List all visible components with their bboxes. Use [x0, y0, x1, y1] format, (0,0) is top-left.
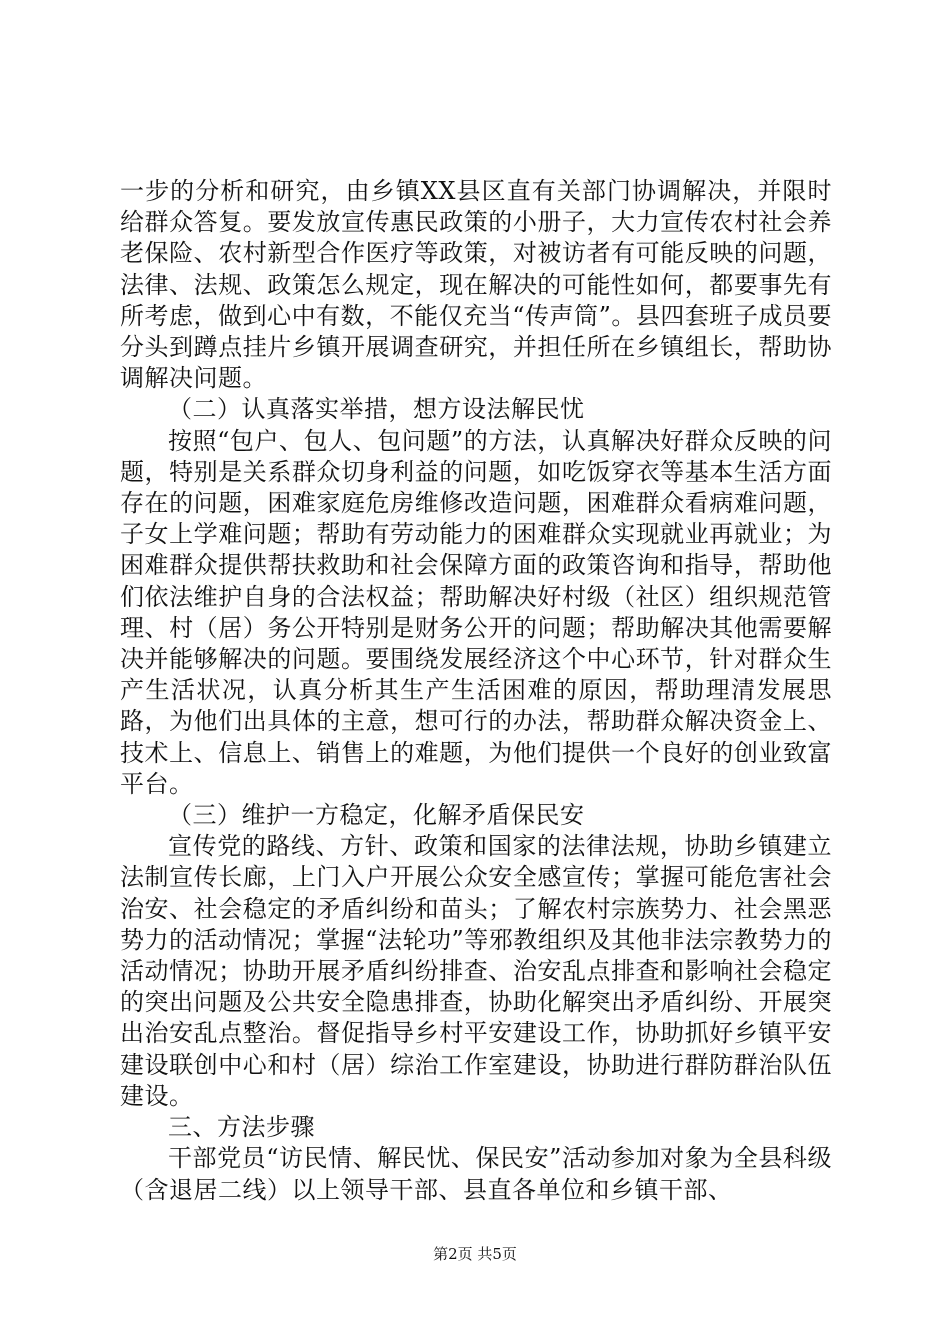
- paragraph-measures: 按照“包户、包人、包问题”的方法，认真解决好群众反映的问题，特别是关系群众切身利益的问题，如吃饭穿衣等基本生活方面存在的问题，困难家庭危房维修改造问题，困难群众看病难问题，子女上学难问题；帮助有劳动能力的困难群众实现就业再就业；为困难群众提供帮扶救助和社会保障方面的政策咨询和指导，帮助他们依法维护自身的合法权益；帮助解决好村级（社区）组织规范管理、村（居）务公开特别是财务公开的问题；帮助解决其他需要解决并能够解决的问题。要围绕发展经济这个中心环节，针对群众生产生活状况，认真分析其生产生活困难的原因，帮助理清发展思路，为他们出具体的主意，想可行的办法，帮助群众解决资金上、技术上、信息上、销售上的难题，为他们提供一个良好的创业致富平台。: [120, 426, 832, 798]
- paragraph-participants: 干部党员“访民情、解民忧、保民安”活动参加对象为全县科级（含退居二线）以上领导干部、县直各单位和乡镇干部、: [120, 1144, 832, 1204]
- paragraph-stability: 宣传党的路线、方针、政策和国家的法律法规，协助乡镇建立法制宣传长廊，上门入户开展公众安全感宣传；掌握可能危害社会治安、社会稳定的矛盾纠纷和苗头；了解农村宗族势力、社会黑恶势力的活动情况；掌握“法轮功”等邪教组织及其他非法宗教势力的活动情况；协助开展矛盾纠纷排查、治安乱点排查和影响社会稳定的突出问题及公共安全隐患排查，协助化解突出矛盾纠纷、开展突出治安乱点整治。督促指导乡村平安建设工作，协助抓好乡镇平安建设联创中心和村（居）综治工作室建设，协助进行群防群治队伍建设。: [120, 832, 832, 1110]
- paragraph-consultation: 一步的分析和研究，由乡镇XX县区直有关部门协调解决，并限时给群众答复。要发放宣传惠民政策的小册子，大力宣传农村社会养老保险、农村新型合作医疗等政策，对被访者有可能反映的问题，法律、法规、政策怎么规定，现在解决的可能性如何，都要事先有所考虑，做到心中有数，不能仅充当“传声筒”。县四套班子成员要分头到蹲点挂片乡镇开展调查研究，并担任所在乡镇组长，帮助协调解决问题。: [120, 177, 832, 393]
- document-body: [120, 176, 832, 1206]
- page-number-footer: 第2页 共5页: [433, 1245, 517, 1263]
- section-heading-2: （二）认真落实举措，想方设法解民忧: [168, 395, 585, 424]
- section-heading-3: （三）维护一方稳定，化解矛盾保民安: [168, 801, 585, 830]
- section-heading-methods: 三、方法步骤: [168, 1113, 315, 1142]
